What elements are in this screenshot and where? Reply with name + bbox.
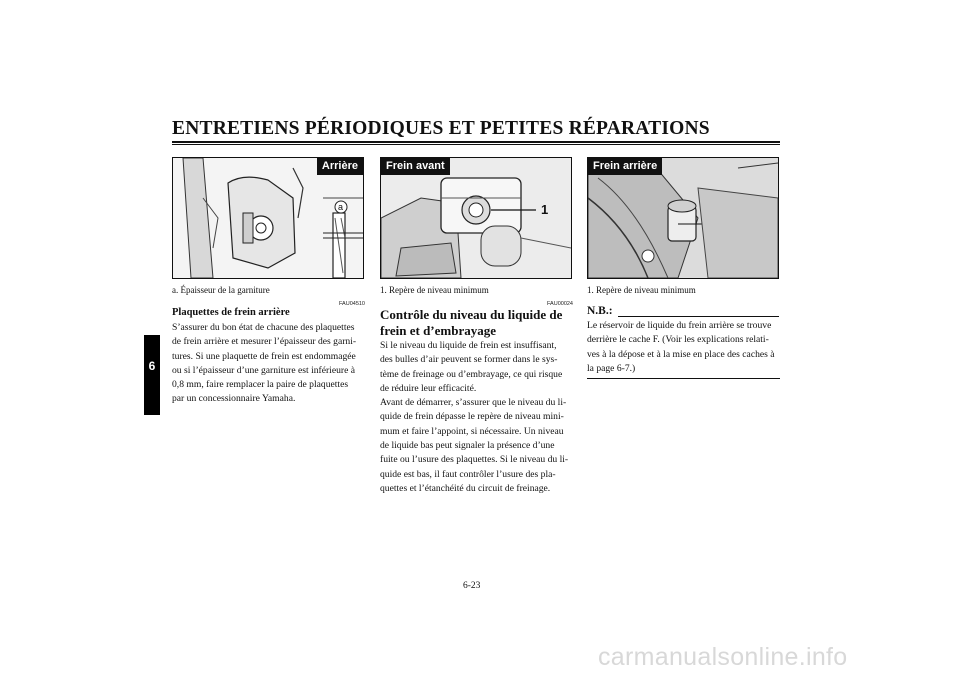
body-line: tures. Si une plaquette de frein est endommagée: [172, 350, 356, 362]
page-number: 6-23: [463, 581, 481, 591]
body-line: mum et faire l’appoint, si nécessaire. Un niveau: [380, 425, 564, 437]
callout-a: a: [338, 202, 344, 212]
body-line: de liquide bas peut signaler la présence d’une: [380, 440, 555, 452]
figure-rear-brake-reservoir: [587, 157, 779, 279]
body-line: tème de freinage ou d’embrayage, ce qui risque: [380, 368, 563, 380]
note-top-rule: [618, 316, 779, 317]
body-line: fuite ou l’usure des plaquettes. Si le niveau du li-: [380, 454, 569, 466]
figure-front-brake-reservoir: [380, 157, 572, 279]
body-line: ou si l’épaisseur d’une garniture est inférieure à: [172, 364, 356, 376]
body-line: Si le niveau du liquide de frein est insuffisant,: [380, 340, 557, 351]
body-line: S’assurer du bon état de chacune des plaquettes: [172, 322, 355, 333]
figure-tag: Frein avant: [381, 158, 450, 175]
section-title-line: Contrôle du niveau du liquide de: [380, 307, 563, 322]
rear-brake-pad-illustration: [173, 158, 363, 278]
body-line: derrière le cache F. (Voir les explications relati-: [587, 334, 769, 346]
body-line: de réduire leur efficacité.: [380, 382, 477, 394]
figure-caption: 1. Repère de niveau minimum: [587, 285, 696, 295]
note-bottom-rule: [587, 378, 780, 379]
section-body: [380, 339, 574, 496]
body-line: des bulles d’air peuvent se former dans le sys-: [380, 354, 558, 366]
callout-1: 1: [541, 202, 549, 217]
body-line: ves à la dépose et à la mise en place des caches à: [587, 348, 775, 360]
section-body: [172, 321, 366, 407]
body-line: de frein arrière et mesurer l’épaisseur des garni-: [172, 336, 357, 348]
note-label: N.B.:: [587, 305, 613, 317]
front-brake-reservoir-illustration: [381, 158, 571, 278]
section-title-line: frein et d’embrayage: [380, 323, 497, 338]
figure-tag: Arrière: [317, 158, 363, 175]
section-code: FAU04510: [339, 301, 365, 307]
header-rule: [172, 141, 780, 143]
body-line: quettes et l’étanchéité du circuit de freinage.: [380, 482, 551, 494]
chapter-tab: [144, 335, 160, 415]
section-title: [380, 307, 562, 339]
body-line: quide de frein dépasse le repère de niveau mini-: [380, 411, 564, 423]
figure-caption: a. Épaisseur de la garniture: [172, 285, 270, 295]
section-title: Plaquettes de frein arrière: [172, 307, 290, 318]
note-body: [587, 319, 780, 376]
body-line: la page 6-7.): [587, 362, 636, 374]
section-code: FAU00024: [547, 301, 573, 307]
header-rule-thin: [172, 144, 780, 145]
figure-caption: 1. Repère de niveau minimum: [380, 285, 489, 295]
rear-brake-reservoir-illustration: [588, 158, 778, 278]
figure-tag: Frein arrière: [588, 158, 662, 175]
chapter-tab-label: 6: [148, 359, 156, 373]
page-header-title: ENTRETIENS PÉRIODIQUES ET PETITES RÉPARATIONS: [172, 118, 710, 139]
body-line: Avant de démarrer, s’assurer que le niveau du li-: [380, 397, 567, 409]
body-line: Le réservoir de liquide du frein arrière se trouve: [587, 320, 772, 331]
body-line: par un concessionnaire Yamaha.: [172, 393, 296, 405]
body-line: quide est bas, il faut contrôler l’usure des pla-: [380, 468, 556, 480]
figure-rear-brake-pads: [172, 157, 364, 279]
watermark: carmanualsonline.info: [598, 643, 848, 671]
body-line: 0,8 mm, faire remplacer la paire de plaquettes: [172, 379, 349, 391]
